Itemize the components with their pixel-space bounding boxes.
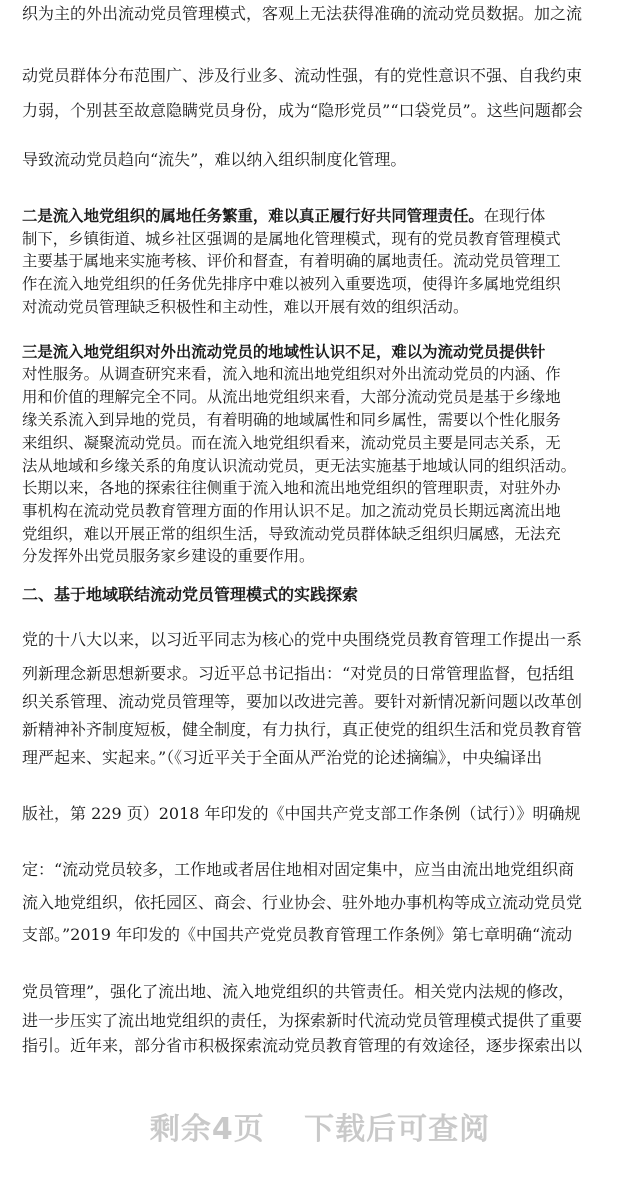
text-line: 党的十八大以来，以习近平同志为核心的党中央围绕党员教育管理工作提出一系	[22, 630, 583, 649]
text-line: 党组织，难以开展正常的组织生活，导致流动党员群体缺乏组织归属感，无法充	[22, 525, 561, 543]
text-line: 力弱，个别甚至故意隐瞒党员身份，成为“隐形党员”“口袋党员”。这些问题都会	[22, 101, 583, 120]
text-line: 导致流动党员趋向“流失”，难以纳入组织制度化管理。	[22, 150, 407, 169]
text-line: 用和价值的理解完全不同。从流出地党组织来看，大部分流动党员是基于乡缘地	[22, 388, 561, 406]
text-line: 对流动党员管理缺乏积极性和主动性，难以开展有效的组织活动。	[22, 298, 469, 316]
section-heading: 二、基于地域联结流动党员管理模式的实践探索	[22, 585, 359, 604]
text-line: 制下，乡镇街道、城乡社区强调的是属地化管理模式，现有的党员教育管理模式	[22, 230, 561, 248]
text-line: 列新理念新思想新要求。习近平总书记指出：“对党员的日常管理监督，包括组	[22, 664, 575, 683]
text-line: 流入地党组织，依托园区、商会、行业协会、驻外地办事机构等成立流动党员党	[22, 893, 583, 912]
text-line: 作在流入地党组织的任务优先排序中难以被列入重要选项，使得许多属地党组织	[22, 275, 561, 293]
text-line: 主要基于属地来实施考核、评价和督查，有着明确的属地责任。流动党员管理工	[22, 252, 561, 270]
paragraph-text: 在现行体	[483, 207, 546, 225]
text-line: 版社，第 229 页）2018 年印发的《中国共产党支部工作条例（试行）》明确规	[22, 804, 581, 823]
text-line: 理严起来、实起来。”（《习近平关于全面从严治党的论述摘编》，中央编译出	[22, 748, 543, 767]
paragraph-lead: 二是流入地党组织的属地任务繁重，难以真正履行好共同管理责任。	[22, 207, 484, 225]
text-line: 事机构在流动党员教育管理方面的作用认识不足。加之流动党员长期远离流出地	[22, 502, 561, 520]
download-prompt-banner[interactable]	[0, 1104, 640, 1150]
text-line: 来组织、凝聚流动党员。而在流入地党组织看来，流动党员主要是同志关系，无	[22, 434, 561, 452]
remaining-pages-label: 剩余4页	[149, 1112, 265, 1147]
text-line: 进一步压实了流出地党组织的责任，为探索新时代流动党员管理模式提供了重要	[22, 1011, 583, 1030]
text-line: 支部。”2019 年印发的《中国共产党党员教育管理工作条例》第七章明确“流动	[22, 925, 573, 944]
text-line: 织为主的外出流动党员管理模式，客观上无法获得准确的流动党员数据。加之流	[22, 4, 583, 23]
text-line: 织关系管理、流动党员管理等，要加以改进完善。要针对新情况新问题以改革创	[22, 692, 583, 711]
paragraph-lead: 三是流入地党组织对外出流动党员的地域性认识不足，难以为流动党员提供针	[22, 343, 546, 361]
text-line: 缘关系流入到异地的党员，有着明确的地域属性和同乡属性，需要以个性化服务	[22, 411, 561, 429]
text-line: 定：“流动党员较多，工作地或者居住地相对固定集中，应当由流出地党组织商	[22, 860, 575, 879]
text-line: 指引。近年来，部分省市积极探索流动党员教育管理的有效途径，逐步探索出以	[22, 1036, 583, 1055]
text-line: 长期以来，各地的探索往往侧重于流入地和流出地党组织的管理职责，对驻外办	[22, 479, 561, 497]
text-line: 党员管理”，强化了流出地、流入地党组织的共管责任。相关党内法规的修改，	[22, 982, 575, 1001]
download-to-view-label: 下载后可查阅	[304, 1112, 491, 1147]
text-line: 动党员群体分布范围广、涉及行业多、流动性强，有的党性意识不强、自我约束	[22, 66, 583, 85]
paragraph-lead-line	[22, 206, 622, 226]
text-line: 法从地域和乡缘关系的角度认识流动党员，更无法实施基于地域认同的组织活动。	[22, 457, 577, 475]
text-line: 对性服务。从调查研究来看，流入地和流出地党组织对外出流动党员的内涵、作	[22, 365, 561, 383]
text-line: 分发挥外出党员服务家乡建设的重要作用。	[22, 547, 315, 565]
text-line: 新精神补齐制度短板，健全制度，有力执行，真正使党的组织生活和党员教育管	[22, 720, 583, 739]
